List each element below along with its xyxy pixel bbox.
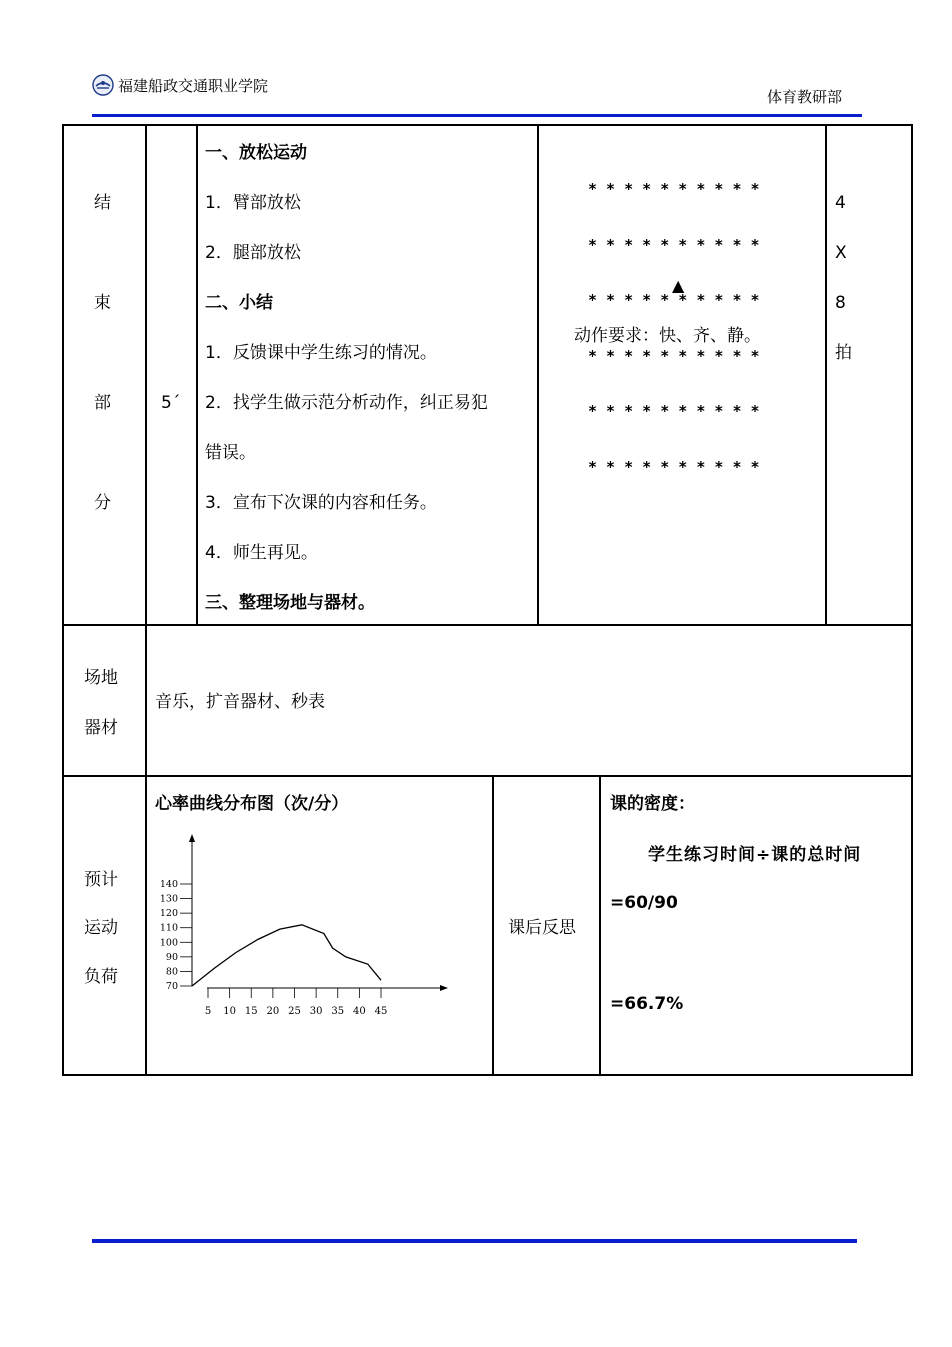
x-tick-label: 5 [204, 1006, 212, 1017]
load-label-line-2: 运动 [84, 918, 118, 938]
x-tick-label: 15 [244, 1006, 258, 1017]
school-logo-icon [92, 74, 114, 96]
action-requirement: 动作要求：快、齐、静。 [574, 326, 761, 346]
header-school [92, 74, 268, 96]
department-name: 体育教研部 [766, 88, 842, 106]
teacher-position-icon: ▲ [672, 276, 685, 295]
density-formula: 学生练习时间÷课的总时间 [648, 845, 862, 865]
equipment-value: 音乐，扩音器材、秒表 [155, 692, 325, 712]
x-tick-label: 20 [266, 1006, 280, 1017]
x-tick-label: 35 [331, 1006, 345, 1017]
load-label-line-1: 预计 [84, 870, 118, 890]
y-tick-label: 120 [159, 908, 178, 920]
count-char: X [835, 243, 847, 263]
density-ratio: =60/90 [610, 893, 678, 913]
formation-row: * * * * * * * * * * [588, 457, 760, 476]
x-axis-arrow-icon [440, 985, 448, 991]
y-tick-label: 70 [165, 981, 178, 992]
content-heading-relax: 一、放松运动 [205, 143, 307, 163]
y-tick-label: 140 [159, 879, 178, 890]
x-tick-label: 30 [309, 1006, 323, 1017]
content-heading-summary: 二、小结 [205, 293, 273, 313]
y-tick-label: 90 [165, 951, 178, 963]
formation-row: * * * * * * * * * * [588, 291, 760, 309]
chart-title: 心率曲线分布图（次/分） [155, 794, 349, 814]
y-tick-label: 100 [159, 937, 178, 949]
formation-row: * * * * * * * * * * [588, 346, 760, 365]
y-tick-label: 130 [159, 893, 178, 905]
section-label-char-2: 束 [94, 293, 111, 313]
content-item: 2．找学生做示范分析动作，纠正易犯 [205, 393, 488, 413]
content-heading-tidy: 三、整理场地与器材。 [205, 593, 375, 613]
x-tick-label: 25 [288, 1006, 301, 1017]
y-tick-label: 80 [165, 966, 178, 978]
formation-row: * * * * * * * * * * [588, 180, 760, 198]
section-label-char-4: 分 [94, 493, 111, 513]
content-item: 4．师生再见。 [205, 543, 318, 563]
header-rule [92, 114, 862, 117]
section-label-char-1: 结 [94, 193, 111, 213]
school-name: 福建船政交通职业学院 [118, 76, 269, 95]
formation-row: * * * * * * * * * * [588, 402, 760, 420]
content-item: 3．宣布下次课的内容和任务。 [205, 493, 437, 513]
content-item-continued: 错误。 [205, 443, 256, 463]
content-item: 1．臂部放松 [205, 193, 301, 213]
heart-rate-series-line [192, 925, 381, 986]
section-label-char-3: 部 [94, 393, 111, 413]
density-title: 课的密度： [610, 794, 695, 814]
content-item: 2．腿部放松 [205, 243, 301, 263]
x-tick-label: 45 [374, 1006, 388, 1017]
x-tick-label: 40 [353, 1006, 366, 1017]
count-char: 8 [835, 293, 846, 313]
count-char: 拍 [835, 343, 852, 363]
reflection-label: 课后反思 [508, 918, 576, 938]
section-time: 5´ [161, 393, 181, 413]
equipment-label-line-1: 场地 [84, 668, 118, 688]
count-char: 4 [835, 193, 846, 213]
formation-diagram [588, 143, 760, 495]
footer-rule [92, 1239, 857, 1243]
density-result: =66.7% [610, 994, 684, 1014]
content-item: 1．反馈课中学生练习的情况。 [205, 343, 437, 363]
y-axis-arrow-icon [189, 834, 195, 842]
y-tick-label: 110 [159, 922, 178, 934]
load-label-line-3: 负荷 [84, 967, 118, 987]
equipment-label-line-2: 器材 [84, 718, 118, 738]
x-tick-label: 10 [223, 1006, 236, 1017]
heart-rate-chart [150, 828, 490, 1028]
formation-row: * * * * * * * * * * [588, 235, 760, 254]
